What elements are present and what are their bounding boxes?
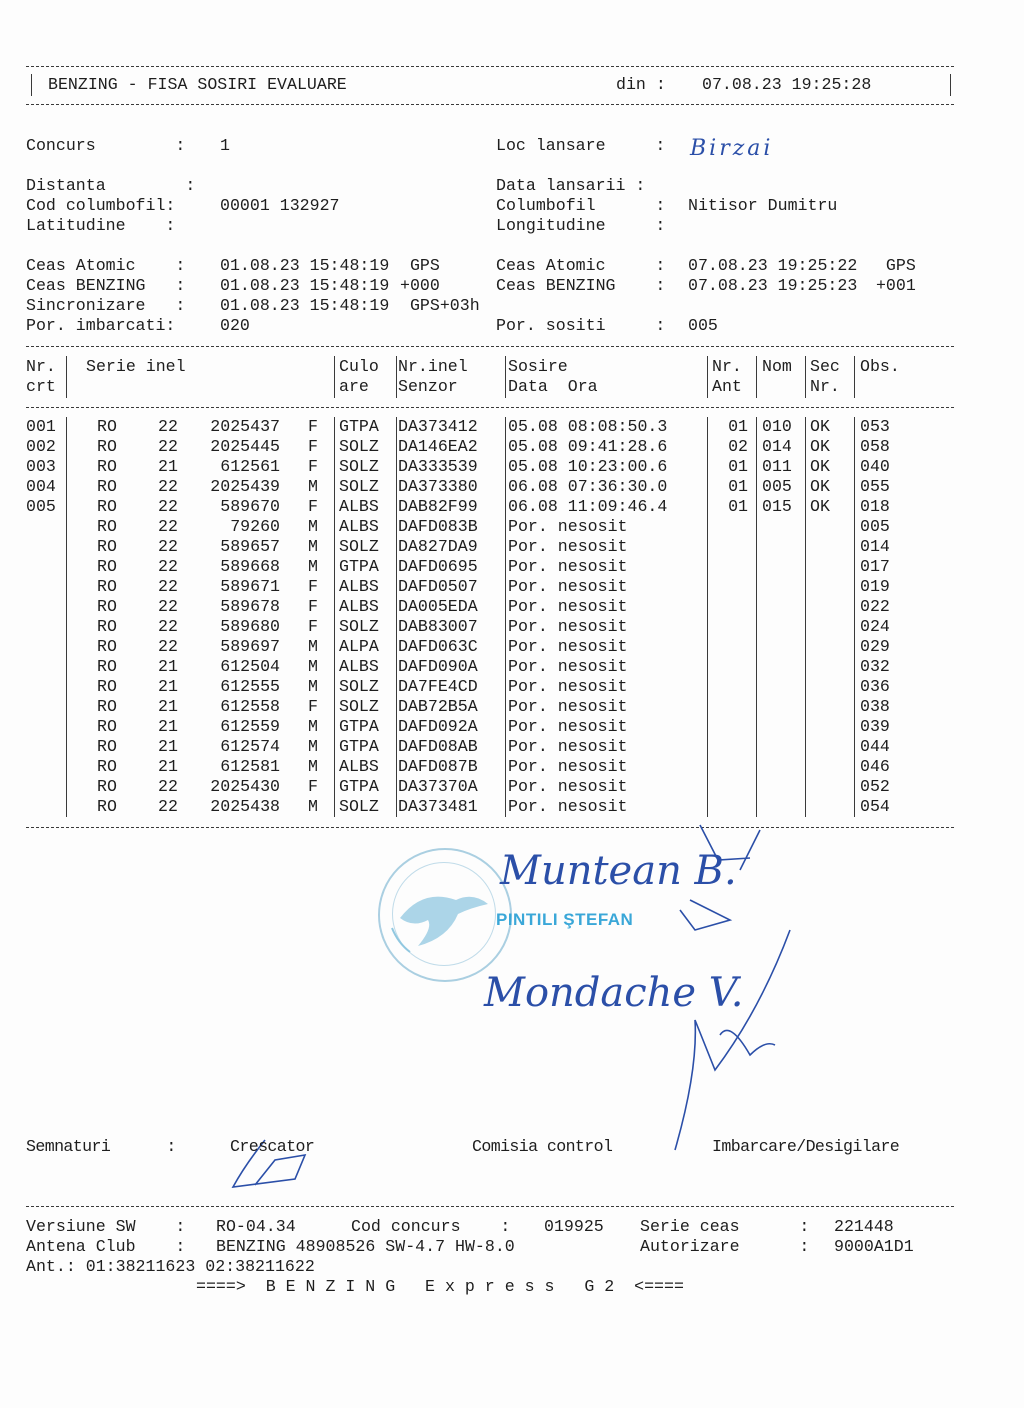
cell-sensor: DA373380 [398, 477, 478, 496]
table-row [0, 477, 1024, 497]
cell-ant: 01 [728, 477, 748, 496]
concurs-label: Concurs : [26, 136, 186, 155]
stamp-name: PINTILI ŞTEFAN [496, 910, 634, 929]
cell-nr: 003 [26, 457, 56, 476]
cell-arrival: 06.08 07:36:30.0 [508, 477, 668, 496]
cell-arrival: 05.08 08:08:50.3 [508, 417, 668, 436]
cell-arrival: Por. nesosit [508, 517, 628, 536]
cell-country: RO [97, 497, 117, 516]
cell-obs: 040 [860, 457, 890, 476]
autorizare-label: Autorizare : [640, 1237, 810, 1256]
column-separator [334, 356, 335, 398]
cell-obs: 044 [860, 737, 890, 756]
cell-obs: 017 [860, 557, 890, 576]
versiune-label: Versiune SW : [26, 1217, 186, 1236]
report-date-label: din : [616, 75, 666, 94]
serie-ceas-label: Serie ceas : [640, 1217, 810, 1236]
cell-country: RO [97, 417, 117, 436]
report-date: 07.08.23 19:25:28 [702, 75, 872, 94]
clock-left-suffix: GPS+03h [400, 296, 480, 315]
column-separator [805, 417, 806, 817]
cell-obs: 054 [860, 797, 890, 816]
cell-sensor: DAFD090A [398, 657, 478, 676]
header-border-left [31, 74, 32, 96]
clock-right-value: 07.08.23 19:25:23 [688, 276, 858, 295]
cell-color: ALBS [339, 657, 379, 676]
clock-left-label: Ceas Atomic : [26, 256, 186, 275]
clock-right-suffix: +001 [866, 276, 916, 295]
column-separator [505, 356, 506, 398]
cell-arrival: Por. nesosit [508, 537, 628, 556]
cell-year: 22 [158, 777, 178, 796]
cell-color: SOLZ [339, 797, 379, 816]
table-row [0, 577, 1024, 597]
cell-ring: 612504 [220, 657, 280, 676]
cell-country: RO [97, 577, 117, 596]
clock-left-value: 01.08.23 15:48:19 [220, 256, 390, 275]
cell-sex: M [308, 797, 318, 816]
cell-ring: 589657 [220, 537, 280, 556]
cell-country: RO [97, 657, 117, 676]
cell-sensor: DAB83007 [398, 617, 478, 636]
cell-color: ALPA [339, 637, 379, 656]
header-sosire-2: Data Ora [508, 377, 598, 396]
cell-sec: OK [810, 497, 830, 516]
column-separator [396, 417, 397, 817]
cell-arrival: Por. nesosit [508, 677, 628, 696]
cell-obs: 024 [860, 617, 890, 636]
header-sec-1: Sec [810, 357, 840, 376]
cell-ring: 589678 [220, 597, 280, 616]
serie-ceas-value: 221448 [834, 1217, 894, 1236]
cell-obs: 052 [860, 777, 890, 796]
cell-country: RO [97, 697, 117, 716]
table-row [0, 457, 1024, 477]
cell-sec: OK [810, 457, 830, 476]
column-separator [854, 417, 855, 817]
cell-ant: 01 [728, 457, 748, 476]
cell-nr: 002 [26, 437, 56, 456]
table-row [0, 757, 1024, 777]
divider [26, 346, 954, 347]
cell-arrival: Por. nesosit [508, 757, 628, 776]
cell-sensor: DAFD0507 [398, 577, 478, 596]
cell-year: 21 [158, 737, 178, 756]
cell-sensor: DA827DA9 [398, 537, 478, 556]
column-separator [854, 356, 855, 398]
cell-ring: 589668 [220, 557, 280, 576]
cell-color: ALBS [339, 517, 379, 536]
cell-color: GTPA [339, 777, 379, 796]
cell-sensor: DAFD063C [398, 637, 478, 656]
cell-year: 21 [158, 717, 178, 736]
cell-sensor: DA373481 [398, 797, 478, 816]
clock-left-suffix: +000 [400, 276, 440, 295]
cod-columbofil-value: 00001 132927 [220, 196, 340, 215]
concurs-value: 1 [220, 136, 230, 155]
cell-ring: 2025438 [210, 797, 280, 816]
column-separator [707, 356, 708, 398]
table-row [0, 617, 1024, 637]
cell-nr: 001 [26, 417, 56, 436]
clock-left-label: Ceas BENZING : [26, 276, 186, 295]
cell-color: SOLZ [339, 437, 379, 456]
versiune-value: RO-04.34 [216, 1217, 296, 1236]
table-row [0, 657, 1024, 677]
table-row [0, 797, 1024, 817]
cell-year: 22 [158, 557, 178, 576]
cell-sex: M [308, 657, 318, 676]
cell-sex: M [308, 557, 318, 576]
divider [26, 66, 954, 67]
cell-ring: 612559 [220, 717, 280, 736]
cell-color: SOLZ [339, 457, 379, 476]
cell-arrival: Por. nesosit [508, 717, 628, 736]
cell-country: RO [97, 777, 117, 796]
cell-obs: 046 [860, 757, 890, 776]
table-row [0, 637, 1024, 657]
cell-sex: F [308, 697, 318, 716]
cell-arrival: Por. nesosit [508, 657, 628, 676]
cell-color: GTPA [339, 557, 379, 576]
comisia-control-label: Comisia control [472, 1137, 613, 1156]
cell-arrival: Por. nesosit [508, 797, 628, 816]
table-row [0, 597, 1024, 617]
cell-sex: F [308, 497, 318, 516]
cell-obs: 005 [860, 517, 890, 536]
cell-color: SOLZ [339, 537, 379, 556]
clock-left-value: 020 [220, 316, 250, 335]
cell-year: 21 [158, 757, 178, 776]
cod-concurs-label: Cod concurs : [351, 1217, 511, 1236]
cell-sensor: DA005EDA [398, 597, 478, 616]
column-separator [66, 417, 67, 817]
cell-sec: OK [810, 477, 830, 496]
cell-obs: 029 [860, 637, 890, 656]
cell-obs: 055 [860, 477, 890, 496]
cell-country: RO [97, 757, 117, 776]
cell-sensor: DAFD08AB [398, 737, 478, 756]
cell-sensor: DA373412 [398, 417, 478, 436]
column-separator [334, 417, 335, 817]
clock-right-value: 07.08.23 19:25:22 [688, 256, 858, 275]
club-stamp [378, 848, 512, 982]
cell-ring: 79260 [230, 517, 280, 536]
cod-concurs-value: 019925 [544, 1217, 604, 1236]
cell-year: 21 [158, 457, 178, 476]
distanta-label: Distanta : [26, 176, 196, 195]
header-serie-1: Serie inel [86, 357, 186, 376]
cell-year: 22 [158, 537, 178, 556]
header-ant-1: Nr. [712, 357, 742, 376]
table-row [0, 677, 1024, 697]
column-separator [805, 356, 806, 398]
table-row [0, 517, 1024, 537]
clock-left-value: 01.08.23 15:48:19 [220, 276, 390, 295]
cell-obs: 058 [860, 437, 890, 456]
cell-sec: OK [810, 437, 830, 456]
header-obs-1: Obs. [860, 357, 900, 376]
divider [26, 104, 954, 105]
cell-arrival: Por. nesosit [508, 577, 628, 596]
column-separator [396, 356, 397, 398]
cell-country: RO [97, 677, 117, 696]
cell-arrival: Por. nesosit [508, 777, 628, 796]
cell-ring: 589671 [220, 577, 280, 596]
cell-ring: 2025439 [210, 477, 280, 496]
cell-year: 22 [158, 597, 178, 616]
header-nom-1: Nom [762, 357, 792, 376]
cell-year: 22 [158, 617, 178, 636]
table-row [0, 557, 1024, 577]
clock-right-value: 005 [688, 316, 718, 335]
cell-color: ALBS [339, 757, 379, 776]
autorizare-value: 9000A1D1 [834, 1237, 914, 1256]
cell-ring: 589680 [220, 617, 280, 636]
signature-mondache: Mondache V. [484, 970, 744, 1016]
signature-muntean: Muntean B. [500, 848, 737, 894]
cell-ant: 01 [728, 417, 748, 436]
column-separator [505, 417, 506, 817]
cell-arrival: Por. nesosit [508, 637, 628, 656]
cell-sex: F [308, 777, 318, 796]
table-row [0, 417, 1024, 437]
cell-nom: 010 [762, 417, 792, 436]
pigeon-icon [378, 848, 508, 978]
cell-sex: M [308, 637, 318, 656]
cell-nom: 005 [762, 477, 792, 496]
column-separator [756, 356, 757, 398]
cell-ring: 612574 [220, 737, 280, 756]
cell-country: RO [97, 477, 117, 496]
crescator-label: Crescator [230, 1137, 315, 1156]
loc-lansare-value: Birzai [690, 136, 774, 161]
imbarcare-label: Imbarcare/Desigilare [712, 1137, 900, 1156]
cell-arrival: 06.08 11:09:46.4 [508, 497, 668, 516]
column-separator [66, 356, 67, 398]
cell-year: 22 [158, 577, 178, 596]
cod-columbofil-label: Cod columbofil: [26, 196, 176, 215]
cell-country: RO [97, 617, 117, 636]
cell-color: ALBS [339, 577, 379, 596]
clock-left-label: Sincronizare : [26, 296, 186, 315]
cell-ring: 612561 [220, 457, 280, 476]
cell-ring: 2025430 [210, 777, 280, 796]
cell-sex: F [308, 457, 318, 476]
clock-left-suffix: GPS [400, 256, 440, 275]
cell-obs: 019 [860, 577, 890, 596]
cell-arrival: Por. nesosit [508, 597, 628, 616]
cell-year: 22 [158, 417, 178, 436]
cell-nom: 011 [762, 457, 792, 476]
cell-sensor: DAFD092A [398, 717, 478, 736]
header-border-right [950, 74, 951, 96]
cell-sex: M [308, 757, 318, 776]
cell-sensor: DAFD087B [398, 757, 478, 776]
clock-right-label: Ceas BENZING : [496, 276, 666, 295]
cell-year: 22 [158, 497, 178, 516]
brand-banner: ====> B E N Z I N G E x p r e s s G 2 <==== [196, 1277, 684, 1296]
clock-right-label: Por. sositi : [496, 316, 666, 335]
cell-obs: 053 [860, 417, 890, 436]
clock-left-value: 01.08.23 15:48:19 [220, 296, 390, 315]
cell-country: RO [97, 557, 117, 576]
cell-ring: 612558 [220, 697, 280, 716]
cell-year: 21 [158, 697, 178, 716]
cell-color: GTPA [339, 717, 379, 736]
cell-color: ALBS [339, 597, 379, 616]
cell-obs: 018 [860, 497, 890, 516]
cell-arrival: 05.08 09:41:28.6 [508, 437, 668, 456]
clock-right-label: Ceas Atomic : [496, 256, 666, 275]
table-row [0, 497, 1024, 517]
header-culoare-1: Culo [339, 357, 379, 376]
cell-sex: M [308, 477, 318, 496]
cell-sensor: DAFD0695 [398, 557, 478, 576]
cell-color: GTPA [339, 417, 379, 436]
cell-arrival: Por. nesosit [508, 617, 628, 636]
cell-color: SOLZ [339, 617, 379, 636]
cell-obs: 039 [860, 717, 890, 736]
semnaturi-label: Semnaturi : [26, 1137, 176, 1156]
cell-country: RO [97, 717, 117, 736]
column-separator [756, 417, 757, 817]
cell-country: RO [97, 537, 117, 556]
cell-sensor: DAB72B5A [398, 697, 478, 716]
cell-ring: 2025445 [210, 437, 280, 456]
cell-sex: F [308, 437, 318, 456]
cell-year: 22 [158, 637, 178, 656]
cell-year: 22 [158, 517, 178, 536]
clock-left-label: Por. imbarcati: [26, 316, 176, 335]
header-senzor-1: Nr.inel [398, 357, 468, 376]
header-nr-2: crt [26, 377, 56, 396]
cell-obs: 036 [860, 677, 890, 696]
cell-arrival: Por. nesosit [508, 557, 628, 576]
longitudine-label: Longitudine : [496, 216, 666, 235]
cell-sex: F [308, 417, 318, 436]
data-lansarii-label: Data lansarii : [496, 176, 646, 195]
cell-sec: OK [810, 417, 830, 436]
cell-ring: 612555 [220, 677, 280, 696]
clock-right-suffix: GPS [866, 256, 916, 275]
latitudine-label: Latitudine : [26, 216, 176, 235]
columbofil-value: Nitisor Dumitru [688, 196, 838, 215]
cell-year: 21 [158, 657, 178, 676]
cell-ring: 2025437 [210, 417, 280, 436]
cell-obs: 014 [860, 537, 890, 556]
cell-sensor: DAB82F99 [398, 497, 478, 516]
header-senzor-2: Senzor [398, 377, 458, 396]
cell-sensor: DAFD083B [398, 517, 478, 536]
cell-sex: M [308, 717, 318, 736]
cell-sex: M [308, 517, 318, 536]
loc-lansare-label: Loc lansare : [496, 136, 666, 155]
cell-ant: 02 [728, 437, 748, 456]
cell-year: 22 [158, 797, 178, 816]
cell-year: 22 [158, 477, 178, 496]
cell-nr: 004 [26, 477, 56, 496]
cell-sex: F [308, 597, 318, 616]
table-row [0, 717, 1024, 737]
column-separator [707, 417, 708, 817]
cell-year: 22 [158, 437, 178, 456]
cell-country: RO [97, 437, 117, 456]
cell-arrival: Por. nesosit [508, 737, 628, 756]
cell-country: RO [97, 797, 117, 816]
cell-obs: 022 [860, 597, 890, 616]
cell-ant: 01 [728, 497, 748, 516]
cell-nom: 014 [762, 437, 792, 456]
cell-color: GTPA [339, 737, 379, 756]
cell-color: SOLZ [339, 677, 379, 696]
cell-sex: M [308, 737, 318, 756]
antena-label: Antena Club : [26, 1237, 186, 1256]
cell-ring: 589670 [220, 497, 280, 516]
cell-country: RO [97, 517, 117, 536]
antenna-ids: Ant.: 01:38211623 02:38211622 [26, 1257, 315, 1276]
cell-sex: M [308, 537, 318, 556]
pen-strokes-icon [600, 820, 840, 1180]
cell-nr: 005 [26, 497, 56, 516]
cell-year: 21 [158, 677, 178, 696]
cell-country: RO [97, 737, 117, 756]
cell-country: RO [97, 637, 117, 656]
divider [26, 407, 954, 408]
cell-sex: F [308, 577, 318, 596]
table-row [0, 777, 1024, 797]
cell-ring: 612581 [220, 757, 280, 776]
header-nr-1: Nr. [26, 357, 56, 376]
columbofil-label: Columbofil : [496, 196, 666, 215]
cell-sensor: DA333539 [398, 457, 478, 476]
cell-arrival: 05.08 10:23:00.6 [508, 457, 668, 476]
table-row [0, 737, 1024, 757]
cell-sex: F [308, 617, 318, 636]
cell-sensor: DA7FE4CD [398, 677, 478, 696]
cell-sensor: DA146EA2 [398, 437, 478, 456]
divider [26, 1206, 954, 1207]
cell-nom: 015 [762, 497, 792, 516]
table-row [0, 697, 1024, 717]
cell-ring: 589697 [220, 637, 280, 656]
report-title: BENZING - FISA SOSIRI EVALUARE [48, 75, 347, 94]
cell-obs: 032 [860, 657, 890, 676]
cell-obs: 038 [860, 697, 890, 716]
header-sosire-1: Sosire [508, 357, 568, 376]
header-sec-2: Nr. [810, 377, 840, 396]
cell-country: RO [97, 457, 117, 476]
cell-arrival: Por. nesosit [508, 697, 628, 716]
cell-color: SOLZ [339, 697, 379, 716]
cell-country: RO [97, 597, 117, 616]
cell-color: SOLZ [339, 477, 379, 496]
cell-sensor: DA37370A [398, 777, 478, 796]
cell-color: ALBS [339, 497, 379, 516]
cell-sex: M [308, 677, 318, 696]
antena-value: BENZING 48908526 SW-4.7 HW-8.0 [216, 1237, 515, 1256]
header-ant-2: Ant [712, 377, 742, 396]
table-row [0, 437, 1024, 457]
table-row [0, 537, 1024, 557]
header-culoare-2: are [339, 377, 369, 396]
